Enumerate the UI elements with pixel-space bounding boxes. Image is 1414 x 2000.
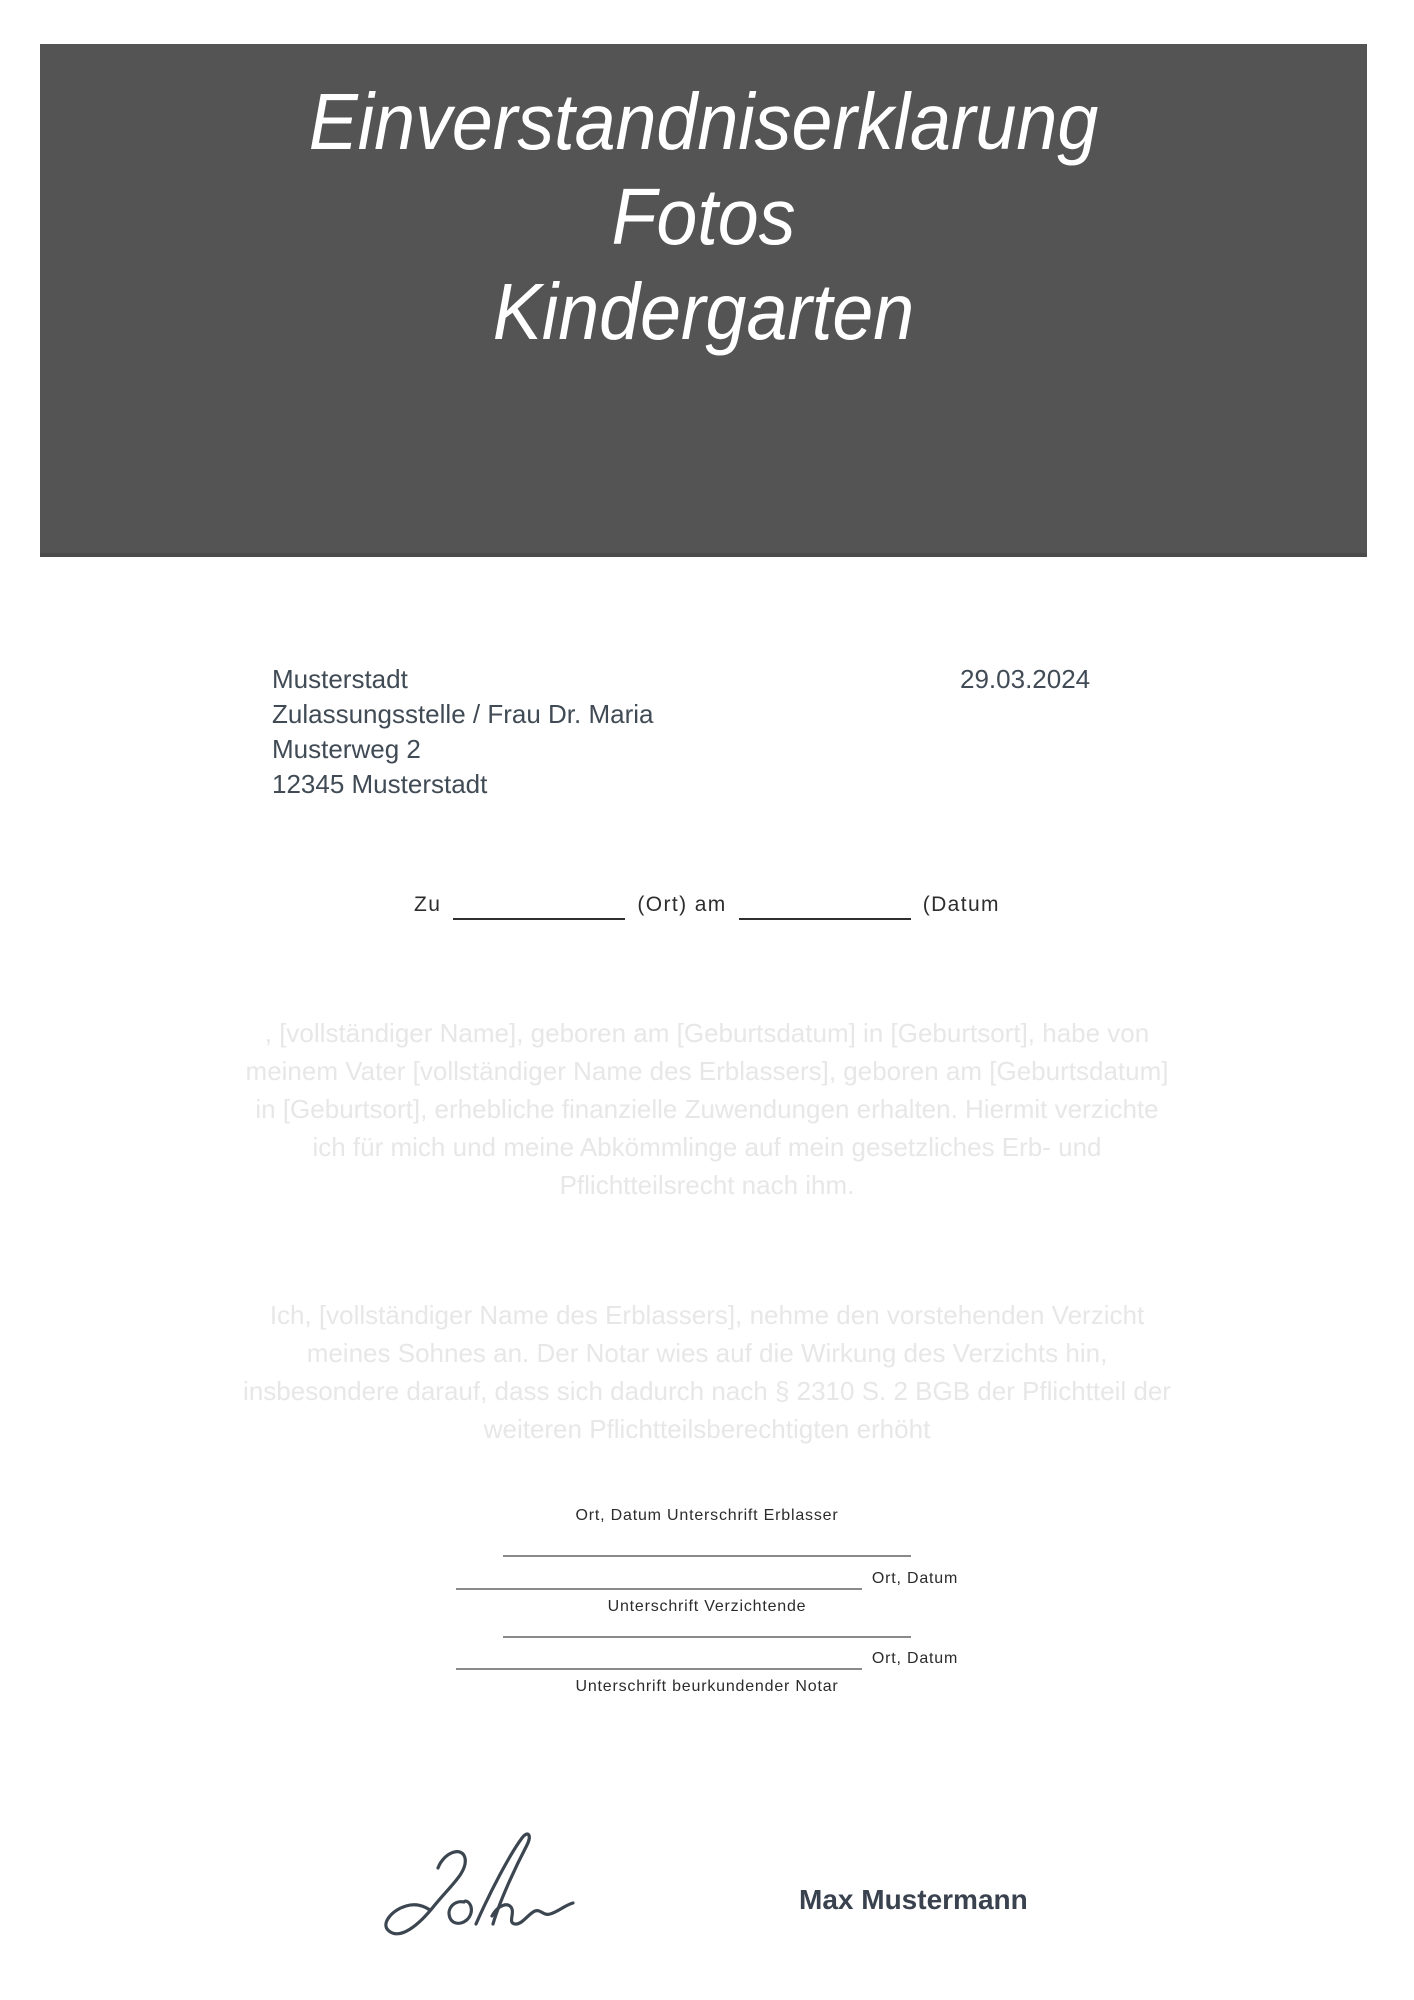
ort-datum-label-2: Ort, Datum [871, 1650, 959, 1667]
header-banner [40, 44, 1367, 557]
p1-line: meinem Vater [vollständiger Name des Erblassers], geboren am [Geburtsdatum] [245, 1056, 1169, 1086]
signature-line-2 [0, 1636, 1414, 1638]
p1-line: Pflichtteilsrecht nach ihm. [559, 1170, 855, 1200]
signature-rule [503, 1555, 911, 1557]
datum-blank-line [739, 892, 911, 920]
placeholder-paragraph-2 [0, 1296, 1414, 1448]
page-title [93, 44, 1314, 359]
verzichtende-signature-label: Unterschrift Verzichtende [607, 1598, 807, 1615]
p2-line: meines Sohnes an. Der Notar wies auf die Wirkung des Verzichts hin, [306, 1338, 1108, 1368]
ort-label: (Ort) am [637, 893, 727, 916]
p1-line: in [Geburtsort], erhebliche finanzielle Zuwendungen erhalten. Hiermit verzichte [255, 1094, 1159, 1124]
p2-line: Ich, [vollständiger Name des Erblassers], nehme den vorstehenden Verzicht [269, 1300, 1145, 1330]
p2-line: insbesondere darauf, dass sich dadurch nach § 2310 S. 2 BGB der Pflichtteil der [243, 1376, 1171, 1406]
signature-rule [503, 1636, 911, 1638]
place-date-row [0, 890, 1414, 920]
signature-row-1 [0, 1566, 1414, 1590]
document-date: 29.03.2024 [960, 664, 1091, 694]
title-line-2: Fotos [611, 172, 796, 261]
ort-datum-label-1: Ort, Datum [871, 1570, 959, 1587]
address-line-city: Musterstadt [272, 664, 408, 694]
address-line-street: Musterweg 2 [272, 734, 421, 764]
p1-line: ich für mich und meine Abkömmlinge auf mein gesetzliches Erb- und [312, 1132, 1102, 1162]
signature-row-2 [0, 1646, 1414, 1670]
signature-line-1 [0, 1555, 1414, 1557]
erblasser-signature-label: Ort, Datum Unterschrift Erblasser [575, 1507, 839, 1524]
p2-line: weiteren Pflichtteilsberechtigten erhöht [483, 1414, 931, 1444]
recipient-address [272, 662, 653, 802]
address-line-zip: 12345 Musterstadt [272, 769, 488, 799]
signer-name: Max Mustermann [799, 1884, 1028, 1915]
place-date-prefix: Zu [414, 893, 442, 916]
address-line-office: Zulassungsstelle / Frau Dr. Maria [272, 699, 654, 729]
notar-signature-label: Unterschrift beurkundender Notar [575, 1678, 839, 1695]
p1-line: , [vollständiger Name], geboren am [Geburtsdatum] in [Geburtsort], habe von [264, 1018, 1150, 1048]
title-line-3: Kindergarten [492, 267, 915, 356]
ort-blank-line [453, 892, 625, 920]
datum-label: (Datum [922, 893, 1000, 916]
signature-blank-line [456, 1566, 862, 1590]
title-line-1: Einverstandniserklarung [308, 77, 1099, 166]
placeholder-paragraph-1 [0, 1014, 1414, 1204]
handwritten-signature-john [368, 1826, 620, 1944]
signature-blank-line [456, 1646, 862, 1670]
